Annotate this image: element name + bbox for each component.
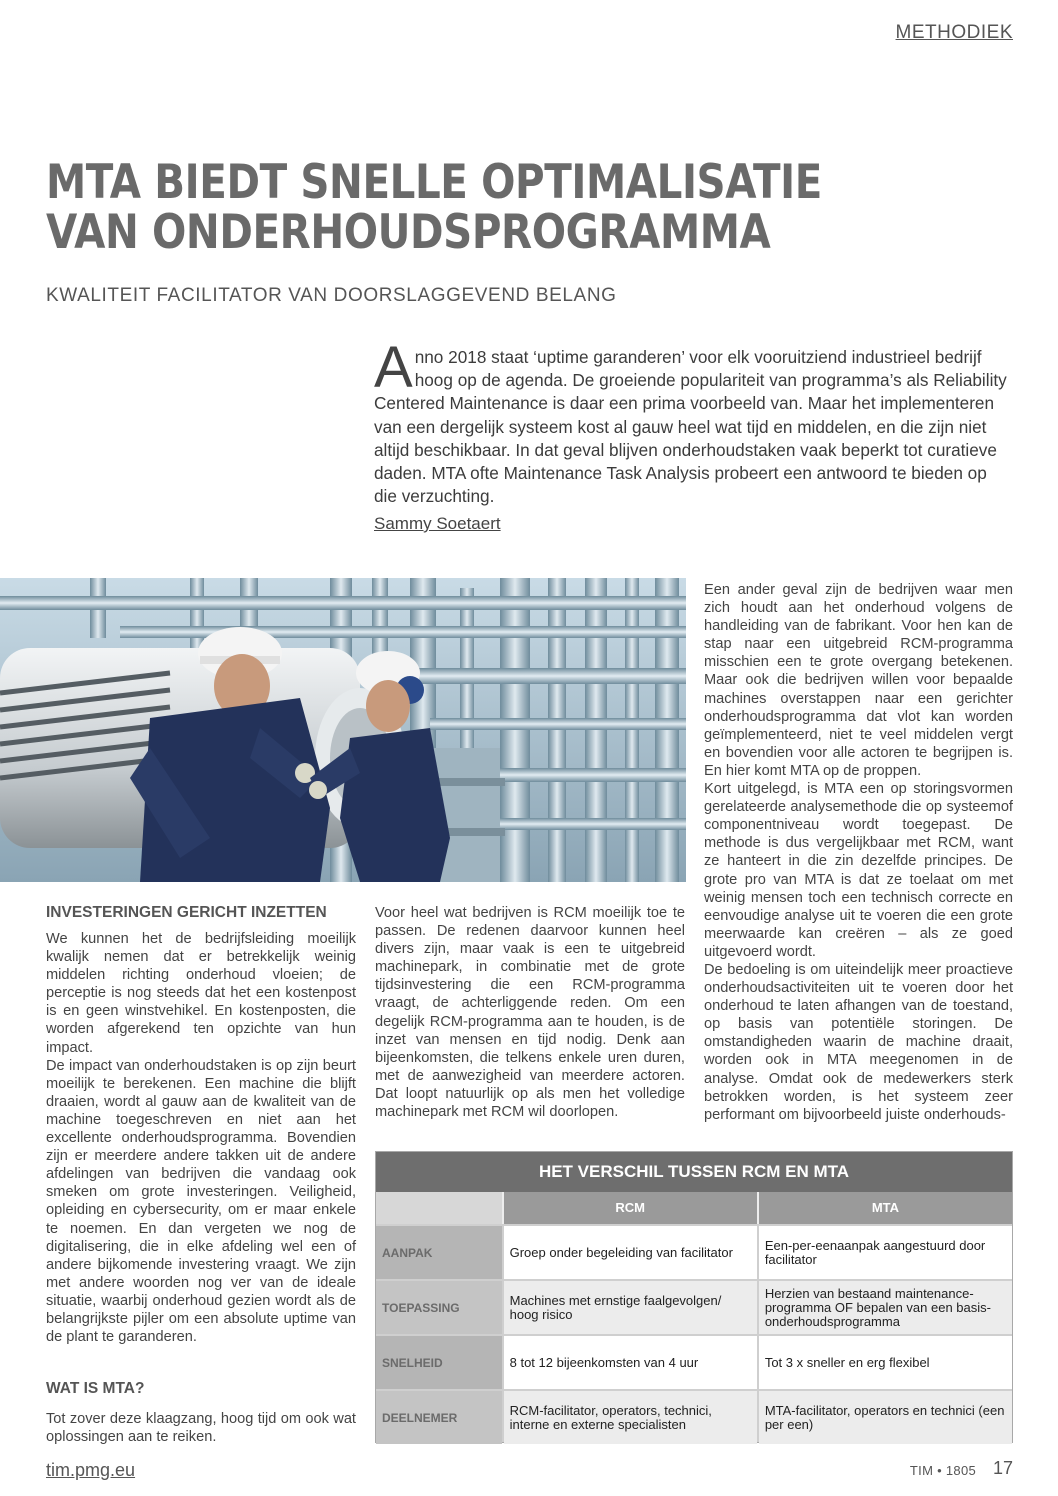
- table-row: [376, 1336, 1012, 1389]
- table-row-label: SNELHEID: [376, 1336, 502, 1389]
- column-3-paragraph-1: Een ander geval zijn de bedrijven waar men zich houdt aan het onderhoud volgens de handleiding van de fabrikant. Voor hen kan de stap naar een uitgebreid RCM-programma misschien een te grote overgang betekenen. Maar ook die bedrijven willen voor bepaalde machines overstappen naar een gerichter onderhoudsprogramma dat vlot kan worden geïmplementeerd, niet te veel middelen vergt en bovendien voor alle actoren te begrijpen is. En hier komt MTA op de proppen.: [704, 582, 1013, 779]
- table-cell-rcm: 8 tot 12 bijeenkomsten van 4 uur: [504, 1336, 757, 1389]
- table-cell-mta: Een-per-eenaanpak aangestuurd door facilitator: [759, 1226, 1012, 1279]
- table-cell-mta: Tot 3 x sneller en erg flexibel: [759, 1336, 1012, 1389]
- table-title: HET VERSCHIL TUSSEN RCM EN MTA: [376, 1152, 1012, 1192]
- column-3-paragraph-3: De bedoeling is om uiteindelijk meer proactieve onderhoudsactiviteiten uit te voeren door het onderhoud te laten afhangen van de toestand, op basis van potentiële storingen. De omstandigheden waarin de machine draait, worden ook in MTA meegenomen in de analyse. Omdat ook de medewerkers sterk betrokken worden, is het systeem zeer performant om bijvoorbeeld juiste onderhouds-: [704, 961, 1013, 1123]
- dropcap: A: [374, 335, 413, 400]
- table-header-row: [376, 1192, 1012, 1224]
- table-row: [376, 1226, 1012, 1279]
- table-cell-mta: Herzien van bestaand maintenance-programma OF bepalen van een basis-onderhoudsprogramma: [759, 1281, 1012, 1334]
- photo-illustration: [0, 578, 686, 882]
- table-header-mta: MTA: [759, 1192, 1012, 1224]
- footer-magazine-issue: TIM • 1805: [909, 1463, 976, 1478]
- table-row: [376, 1281, 1012, 1334]
- author-link[interactable]: Sammy Soetaert: [374, 514, 501, 533]
- article-subtitle: KWALITEIT FACILITATOR VAN DOORSLAGGEVEND BELANG: [46, 285, 617, 306]
- table-row-label: AANPAK: [376, 1226, 502, 1279]
- column-2: [375, 904, 685, 1121]
- industrial-workers-photo: [0, 578, 686, 882]
- intro-paragraph: [374, 335, 1014, 508]
- comparison-table: [375, 1151, 1013, 1443]
- column-1-paragraph-3: Tot zover deze klaagzang, hoog tijd om ook wat oplossingen aan te reiken.: [46, 1411, 356, 1446]
- column-1-closing: [46, 1410, 356, 1446]
- heading-wat-is-mta: WAT IS MTA?: [46, 1380, 145, 1397]
- column-1: [46, 930, 356, 1346]
- table-header-rcm: RCM: [504, 1192, 757, 1224]
- column-1-paragraph-2: De impact van onderhoudstaken is op zijn beurt moeilijk te berekenen. Een machine die blijft draaien, wordt al gauw aan de kwaliteit van de machine toegeschreven en niet aan het excellente onderhoudsprogramma. Bovendien zijn er meerdere andere takken uit de andere afdelingen van bedrijven die vandaag ook smeken om grote investeringen. Veiligheid, opleiding en cybersecurity, om er maar enkele te noemen. En dan vergeten we nog de digitalisering, die in elke afdeling wel een of andere bijkomende investering vraagt. We zijn met andere woorden nog ver van de ideale situatie, waarbij onderhoud gezien wordt als de belangrijkste pijler om een absolute uptime van de plant te garanderen.: [46, 1057, 356, 1346]
- article-title-line-1: MTA BIEDT SNELLE OPTIMALISATIE: [46, 155, 822, 210]
- intro-text: nno 2018 staat ‘uptime garanderen’ voor elk vooruitziend industrieel bedrijf hoog op de agenda. De groeiende populariteit van programma’s als Reliability Centered Maintenance is daar een prima voorbeeld van. Maar het implementeren van een dergelijk systeem kost al gauw heel wat tijd en middelen, en die zijn niet altijd beschikbaar. In dat geval blijven onderhoudstaken vaak beperkt tot curatieve daden. MTA ofte Maintenance Task Analysis probeert een antwoord te bieden op die verzuchting.: [374, 347, 1007, 507]
- column-1-paragraph-1: We kunnen het de bedrijfsleiding moeilijk kwalijk nemen dat er betrekkelijk weinig middelen richting onderhoud vloeien; de perceptie is nog steeds dat het een kostenpost is en geen winstvehikel. En kostenposten, die worden afgerekend ten opzichte van hun impact.: [46, 931, 356, 1056]
- table-cell-mta: MTA-facilitator, operators en technici (een per een): [759, 1391, 1012, 1444]
- section-tag: METHODIEK: [895, 22, 1013, 43]
- article-title-line-2: VAN ONDERHOUDSPROGRAMMA: [46, 205, 771, 260]
- column-2-paragraph-1: Voor heel wat bedrijven is RCM moeilijk toe te passen. De redenen daarvoor kunnen heel divers zijn, maar vaak is een te uitgebreid machinepark, in combinatie met de grote tijdsinvestering die een RCM-programma vraagt, de achterliggende reden. Om een degelijk RCM-programma aan te houden, is de inzet van mensen en tijd nodig. Denk aan bijeenkomsten, die telkens enkele uren duren, met de aanwezigheid van meerdere actoren. Dat loopt natuurlijk op als men het volledige machinepark met RCM wil doorlopen.: [375, 905, 685, 1121]
- footer-website-link[interactable]: tim.pmg.eu: [46, 1460, 136, 1480]
- page-number: 17: [992, 1458, 1013, 1478]
- table-cell-rcm: RCM-facilitator, operators, technici, interne en externe specialisten: [504, 1391, 757, 1444]
- table-cell-rcm: Groep onder begeleiding van facilitator: [504, 1226, 757, 1279]
- article-title: [46, 155, 889, 260]
- table-row: [376, 1391, 1012, 1444]
- column-3: [704, 581, 1013, 1124]
- table-row-label: DEELNEMER: [376, 1391, 502, 1444]
- table-header-empty: [376, 1192, 502, 1224]
- column-3-paragraph-2: Kort uitgelegd, is MTA een op storingsvormen gerelateerde analysemethode die op systeemof componentniveau wordt toegepast. De methode is dus vergelijkbaar met RCM, want ze hanteert in die zin dezelfde principes. De grote pro van MTA is dat ze toelaat om met weinig mensen toch een technisch correcte en eenvoudige analyse uit te voeren die een grote meerwaarde kan creëren – als ze goed uitgevoerd wordt.: [704, 781, 1013, 960]
- table-cell-rcm: Machines met ernstige faalgevolgen/ hoog risico: [504, 1281, 757, 1334]
- table-row-label: TOEPASSING: [376, 1281, 502, 1334]
- heading-investeringen: INVESTERINGEN GERICHT INZETTEN: [46, 904, 327, 921]
